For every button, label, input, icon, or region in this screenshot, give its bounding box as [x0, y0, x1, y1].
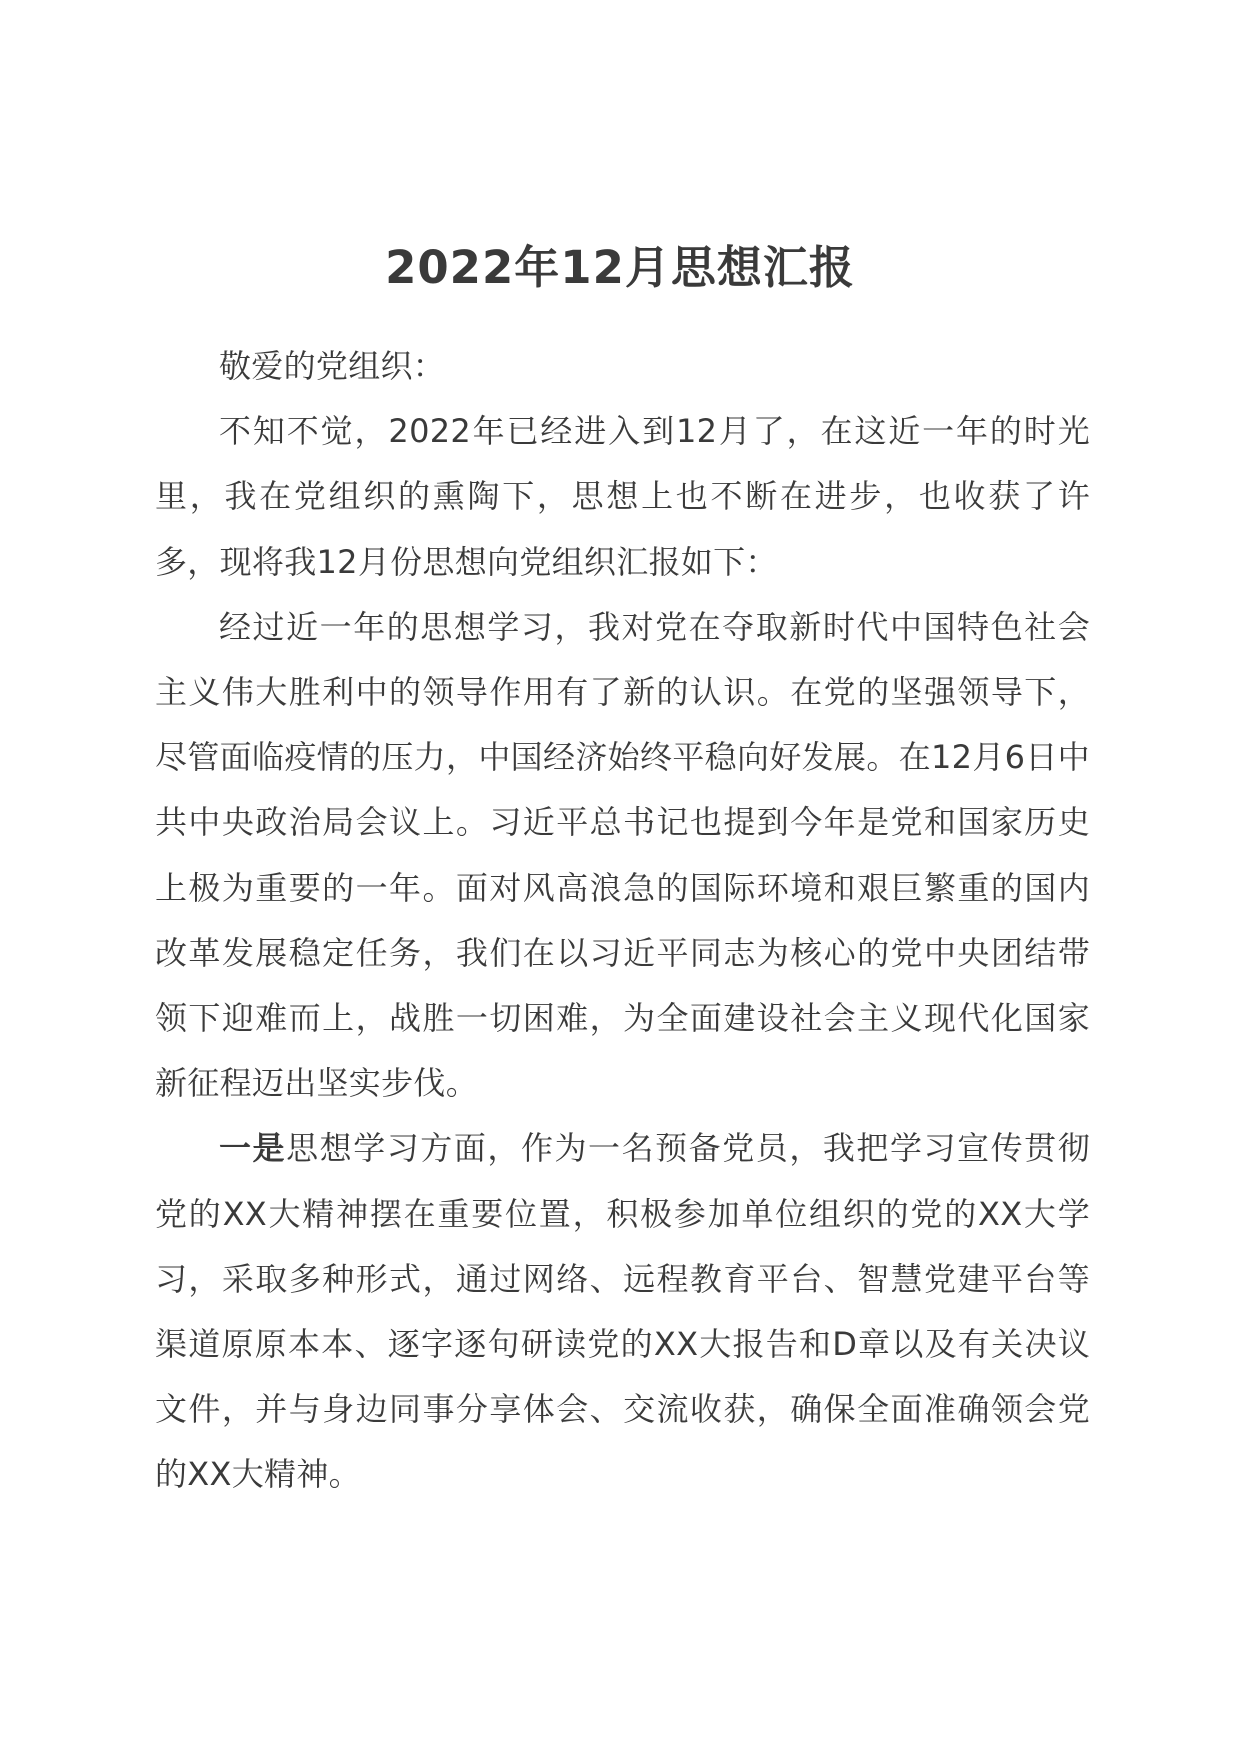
document-body — [155, 334, 1090, 1508]
document-title: 2022年12月思想汇报 — [385, 241, 855, 294]
paragraph-section-one — [155, 1116, 1090, 1507]
section-one-lead: 一是 — [219, 1129, 287, 1168]
paragraph-learning: 经过近一年的思想学习，我对党在夺取新时代中国特色社会主义伟大胜利中的领导作用有了新的认识。在党的坚强领导下，尽管面临疫情的压力，中国经济始终平稳向好发展。在12月6日中共中央政治局会议上。习近平总书记也提到今年是党和国家历史上极为重要的一年。面对风高浪急的国际环境和艰巨繁重的国内改革发展稳定任务，我们在以习近平同志为核心的党中央团结带领下迎难而上，战胜一切困难，为全面建设社会主义现代化国家新征程迈出坚实步伐。 — [155, 607, 1090, 1103]
paragraph-intro: 不知不觉，2022年已经进入到12月了，在这近一年的时光里，我在党组织的熏陶下，思想上也不断在进步，也收获了许多，现将我12月份思想向党组织汇报如下： — [155, 412, 1090, 581]
salutation: 敬爱的党组织： — [219, 347, 446, 385]
section-one-text: 思想学习方面，作为一名预备党员，我把学习宣传贯彻党的XX大精神摆在重要位置，积极参加单位组织的党的XX大学习，采取多种形式，通过网络、远程教育平台、智慧党建平台等渠道原原本本、逐字逐句研读党的XX大报告和D章以及有关决议文件，并与身边同事分享体会、交流收获，确保全面准确领会党的XX大精神。 — [155, 1129, 1091, 1494]
